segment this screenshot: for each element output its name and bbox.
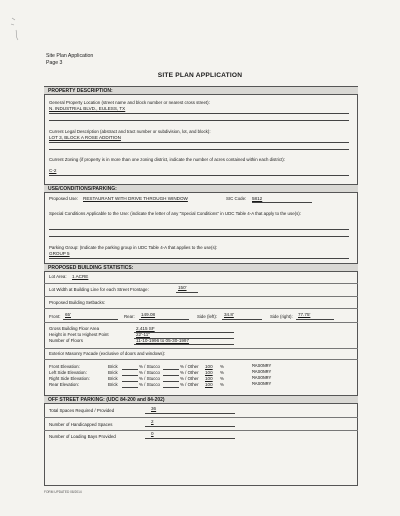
zoning-question: Current Zoning (if property is in more than one zoning district, indicate the number of acres contained within each district): (49, 157, 285, 162)
total-spaces-value[interactable]: 36 (151, 406, 157, 411)
other-label: % / Other (180, 370, 199, 375)
side-right-line (296, 319, 334, 320)
sic-code-value[interactable]: 5812 (252, 196, 263, 201)
front-setback-value[interactable]: 65' (65, 312, 71, 317)
total-spaces-label: Total Spaces Required / Provided (49, 408, 115, 413)
section-building-statistics (44, 263, 358, 272)
proposed-use-label: Proposed Use: (49, 196, 79, 201)
elevation-label: Rear Elevation: (49, 382, 80, 387)
lot-area-label: Lot Area: (49, 274, 67, 279)
lot-width-value[interactable]: 150' (178, 285, 187, 290)
floors-line (134, 344, 234, 345)
section-use-conditions (44, 184, 358, 193)
brick-field[interactable] (122, 375, 138, 376)
height-label: Height in Feet to Highest Point (49, 332, 109, 337)
header-page-number: Page 3 (46, 60, 63, 66)
section-title: OFF STREET PARKING: (UDC 84-200 and 84-202) (48, 397, 165, 403)
row-divider (44, 417, 358, 418)
parking-group-answer[interactable]: GROUP 5 (49, 251, 70, 256)
row-divider (44, 283, 358, 284)
section-title: PROPERTY DESCRIPTION: (48, 88, 113, 94)
brick-label: Brick (108, 370, 118, 375)
row-divider (44, 308, 358, 309)
stucco-field[interactable] (163, 381, 179, 382)
side-right-value[interactable]: 77.75' (298, 312, 311, 317)
elevation-label: Front Elevation: (49, 364, 80, 369)
section-property-description (44, 86, 358, 95)
section-title: USE/CONDITIONS/PARKING: (48, 186, 117, 192)
total-line (145, 413, 235, 414)
elevation-label: Left Side Elevation: (49, 370, 87, 375)
other-label: % / Other (180, 376, 199, 381)
lot-width-line (176, 292, 198, 293)
masonry-question: Exterior Masonry Facade (exclusive of doors and windows): (49, 351, 166, 356)
brick-label: Brick (108, 382, 118, 387)
special-conditions-question: Special Conditions Applicable to the Use: (indicate the letter of any "Special Conditions" in UDC Table 4-A that apply to the use(s): (49, 211, 301, 216)
brick-field[interactable] (122, 381, 138, 382)
row-divider (44, 430, 358, 431)
zoning-answer[interactable]: C-2 (49, 168, 57, 173)
other-label: % / Other (180, 382, 199, 387)
location-line-2 (49, 120, 349, 121)
material-value: MASONRY (252, 364, 272, 369)
stucco-field[interactable] (163, 369, 179, 370)
parking-group-question: Parking Group: (Indicate the parking group in UDC Table 4-A that applies to the use(s): (49, 245, 218, 250)
height-value[interactable]: 22'-11" (136, 332, 150, 337)
zoning-line (49, 175, 349, 176)
other-percent[interactable]: 100 (205, 382, 213, 387)
stucco-field[interactable] (163, 375, 179, 376)
section-title: PROPOSED BUILDING STATISTICS: (48, 265, 134, 271)
front-setback-label: Front: (49, 314, 61, 319)
gross-floor-area-value[interactable]: 2,415 SF (136, 326, 155, 331)
loading-bays-value[interactable]: 0 (151, 431, 154, 436)
percent-sign: % (220, 382, 224, 387)
rear-line (139, 319, 189, 320)
handicapped-line (145, 426, 235, 427)
stucco-label: % / Stucco (139, 382, 160, 387)
loading-line (145, 438, 235, 439)
handicapped-label: Number of Handicapped Spaces (49, 422, 113, 427)
brick-field[interactable] (122, 369, 138, 370)
legal-line-2 (49, 149, 349, 150)
side-left-line (222, 319, 262, 320)
elevation-label: Right Side Elevation: (49, 376, 90, 381)
other-percent[interactable]: 100 (205, 376, 213, 381)
handicapped-value[interactable]: 2 (151, 419, 154, 424)
sic-code-label: SIC Code: (226, 196, 247, 201)
legal-question: Current Legal Description (abstract and tract number or subdivision, lot, and block): (49, 129, 211, 134)
front-line (63, 319, 118, 320)
legal-answer[interactable]: LOT 3, BLOCK A ROSE ADDITION (49, 135, 121, 140)
other-percent[interactable]: 100 (205, 364, 213, 369)
brick-label: Brick (108, 376, 118, 381)
location-question: General Property Location (street name and block number or nearest cross street): (49, 100, 210, 105)
stucco-field[interactable] (163, 387, 179, 388)
lot-width-label: Lot Width at Building Line for each Street Frontage: (49, 287, 149, 292)
row-divider (44, 348, 358, 349)
location-line (49, 113, 349, 114)
other-label: % / Other (180, 364, 199, 369)
rear-setback-value[interactable]: 149.08 (141, 312, 156, 317)
floors-value[interactable]: 11-10-1996 to 05-30-1997 (136, 338, 190, 343)
floors-label: Number of Floors (49, 338, 83, 343)
stucco-label: % / Stucco (139, 376, 160, 381)
row-divider (44, 359, 358, 360)
side-right-label: Side (right): (270, 314, 293, 319)
hole-punch-mark (9, 16, 21, 42)
stucco-label: % / Stucco (139, 370, 160, 375)
setbacks-label: Proposed Building Setbacks: (49, 300, 106, 305)
row-divider (44, 296, 358, 297)
location-answer[interactable]: N. INDUSTRIAL BLVD., EULESS, TX (49, 106, 126, 111)
legal-line (49, 142, 349, 143)
sic-line (252, 202, 312, 203)
brick-field[interactable] (122, 387, 138, 388)
percent-sign: % (220, 376, 224, 381)
special-line-2 (49, 236, 349, 237)
side-left-value[interactable]: 34.8' (224, 312, 234, 317)
side-left-label: Side (left): (197, 314, 218, 319)
material-value: MASONRY (252, 382, 272, 387)
proposed-use-value[interactable]: RESTAURANT WITH DRIVE THROUGH WINDOW (83, 196, 188, 201)
material-value: MASONRY (252, 376, 272, 381)
form-footer: FORM UPDATED 08/2014 (44, 490, 82, 494)
section-off-street-parking (44, 395, 358, 404)
material-value: MASONRY (252, 370, 272, 375)
loading-bays-label: Number of Loading Bays Provided (49, 434, 116, 439)
rear-setback-label: Rear: (124, 314, 135, 319)
stucco-label: % / Stucco (139, 364, 160, 369)
parking-line (49, 258, 349, 259)
row-divider (44, 322, 358, 323)
lot-area-value[interactable]: 1 ACRE (72, 274, 89, 279)
header-doc-name: Site Plan Application (46, 53, 94, 59)
gross-floor-area-label: Gross Building Floor Area (49, 326, 100, 331)
other-percent[interactable]: 100 (205, 370, 213, 375)
percent-sign: % (220, 370, 224, 375)
page-title: SITE PLAN APPLICATION (157, 72, 243, 79)
percent-sign: % (220, 364, 224, 369)
special-line (49, 229, 349, 230)
brick-label: Brick (108, 364, 118, 369)
